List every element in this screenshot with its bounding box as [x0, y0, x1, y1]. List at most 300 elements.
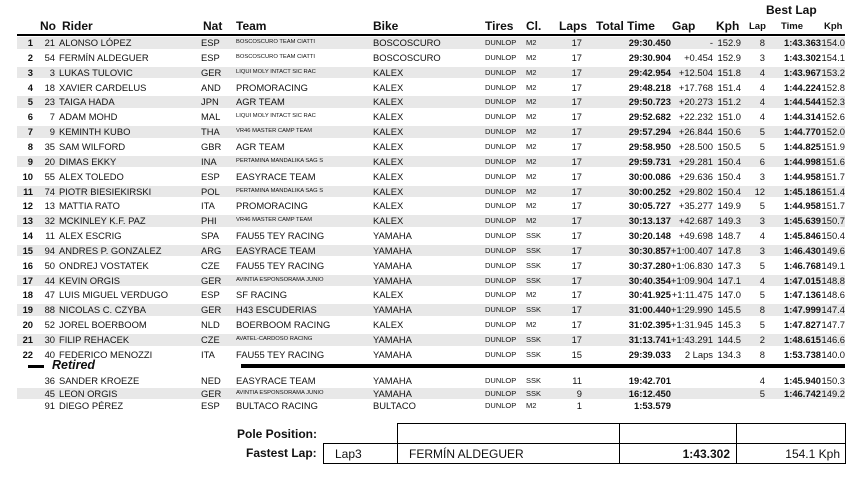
cell-laps: 17	[571, 319, 582, 331]
cell-pos: 1	[27, 37, 33, 48]
cell-cl: SSK	[526, 260, 542, 270]
cell-time: 1:47.827	[783, 319, 821, 331]
cell-rider: FEDERICO MENOZZI	[59, 348, 153, 360]
cell-no: 50	[44, 259, 55, 271]
cell-cl: M2	[526, 141, 537, 151]
cell-time: 1:45.186	[783, 185, 821, 197]
cell-no: 74	[44, 185, 55, 197]
cell-kph: 147.0	[717, 289, 741, 301]
cell-no: 7	[49, 111, 55, 123]
cell-time: 1:43.967	[783, 66, 821, 78]
cell-bike: YAMAHA	[373, 259, 412, 271]
cell-rider: JOREL BOERBOOM	[59, 319, 147, 331]
cell-nat: GER	[201, 274, 222, 286]
cell-kph: 151.8	[717, 66, 741, 78]
cell-gap: +26.844	[678, 126, 713, 138]
cell-total: 29:59.731	[628, 155, 671, 167]
cell-kph: 150.5	[717, 140, 741, 152]
cell-rider: ALONSO LÓPEZ	[59, 37, 132, 48]
cell-time: 1:46.768	[783, 259, 821, 271]
cell-lap: 5	[759, 126, 765, 138]
cell-nat: NED	[201, 375, 221, 386]
cell-lap: 3	[759, 51, 765, 63]
cell-total: 30:13.137	[628, 215, 671, 227]
cell-nat: JPN	[201, 96, 219, 108]
cell-total: 29:39.033	[628, 348, 671, 360]
cell-team: LIQUI MOLY INTACT SIC RAC	[236, 113, 316, 120]
cell-laps: 17	[571, 244, 582, 256]
cell-pos: 19	[22, 304, 33, 316]
fastest-lap-time: 1:43.302	[682, 447, 730, 461]
cell-team: BOSCOSCURO TEAM CIATTI	[236, 53, 316, 60]
cell-bike: YAMAHA	[373, 230, 412, 242]
cell-no: 55	[44, 170, 55, 182]
cell-gap: +35.277	[678, 200, 713, 212]
cell-tires: DUNLOP	[485, 201, 517, 211]
table-row	[17, 215, 845, 227]
cell-bike: BOSCOSCURO	[373, 37, 441, 48]
cell-gap: +29.281	[678, 155, 713, 167]
cell-no: 52	[44, 319, 55, 331]
cell-cl: M2	[526, 112, 537, 122]
cell-no: 36	[44, 375, 55, 386]
cell-kph: 152.9	[717, 51, 741, 63]
cell-pos: 21	[22, 334, 33, 345]
table-row	[17, 126, 845, 138]
cell-tires: DUNLOP	[485, 349, 517, 359]
cell-no: 91	[44, 400, 55, 412]
cell-team: AGR TEAM	[236, 96, 285, 108]
cell-kph: 145.5	[717, 304, 741, 316]
cell-total: 29:58.950	[628, 140, 671, 152]
cell-no: 44	[44, 274, 55, 286]
cell-nat: AND	[201, 81, 221, 93]
table-row	[17, 400, 845, 412]
cell-nat: ESP	[201, 37, 220, 48]
cell-tires: DUNLOP	[485, 275, 517, 285]
cell-cl: M2	[526, 97, 537, 107]
table-row	[17, 171, 845, 183]
cell-bike: KALEX	[373, 170, 404, 182]
cell-lap: 4	[759, 375, 765, 386]
retired-dash	[28, 365, 44, 368]
cell-team: VR46 MASTER CAMP TEAM	[236, 128, 313, 135]
cell-lap: 4	[759, 274, 765, 286]
cell-team: LIQUI MOLY INTACT SIC RAC	[236, 68, 316, 75]
retired-label: Retired	[52, 358, 96, 372]
cell-nat: POL	[201, 185, 220, 197]
cell-rider: KEMINTH KUBO	[59, 126, 131, 138]
cell-no: 32	[44, 215, 55, 227]
cell-kph: 151.2	[717, 96, 741, 108]
table-row	[17, 375, 845, 387]
cell-total: 30:37.280	[628, 259, 671, 271]
cell-laps: 17	[571, 140, 582, 152]
cell-time: 1:46.742	[783, 387, 821, 399]
cell-gap: +1:06.830	[671, 259, 713, 271]
cell-rider: MATTIA RATO	[59, 200, 120, 212]
cell-kph2: 151.6	[821, 155, 845, 167]
cell-lap: 12	[754, 185, 765, 197]
cell-no: 18	[44, 81, 55, 93]
header-team: Team	[236, 19, 267, 33]
cell-kph2: 154.0	[821, 37, 845, 48]
cell-nat: PHI	[201, 215, 217, 227]
cell-kph2: 148.8	[821, 274, 845, 286]
cell-time: 1:44.314	[783, 111, 821, 123]
cell-bike: KALEX	[373, 289, 404, 301]
cell-time: 1:45.940	[783, 375, 821, 386]
best-lap-label: Best Lap	[766, 3, 817, 17]
cell-total: 29:30.450	[628, 37, 671, 48]
cell-time: 1:48.615	[783, 334, 821, 345]
cell-nat: THA	[201, 126, 220, 138]
cell-team: PERTAMINA MANDALIKA SAG S	[236, 157, 324, 164]
cell-nat: ESP	[201, 170, 220, 182]
cell-tires: DUNLOP	[485, 376, 517, 385]
cell-tires: DUNLOP	[485, 216, 517, 226]
table-row	[17, 186, 845, 198]
cell-time: 1:43.302	[783, 51, 821, 63]
cell-tires: DUNLOP	[485, 52, 517, 62]
cell-pos: 10	[22, 170, 33, 182]
cell-bike: KALEX	[373, 319, 404, 331]
cell-pos: 8	[27, 140, 33, 152]
cell-team: PROMORACING	[236, 81, 308, 93]
cell-time: 1:44.998	[783, 155, 821, 167]
cell-kph: 151.0	[717, 111, 741, 123]
cell-no: 54	[44, 51, 55, 63]
cell-total: 30:00.086	[628, 170, 671, 182]
cell-time: 1:43.363	[783, 37, 821, 48]
cell-gap: +1:43.291	[671, 334, 713, 345]
cell-lap: 2	[759, 334, 765, 345]
cell-time: 1:44.825	[783, 140, 821, 152]
cell-laps: 17	[571, 230, 582, 242]
cell-laps: 17	[571, 215, 582, 227]
cell-lap: 3	[759, 170, 765, 182]
cell-cl: M2	[526, 186, 537, 196]
cell-rider: ONDREJ VOSTATEK	[59, 259, 149, 271]
cell-team: AVATEL-CARDOSO RACING	[236, 336, 313, 342]
cell-kph: 148.7	[717, 230, 741, 242]
cell-gap: +12.504	[678, 66, 713, 78]
cell-laps: 17	[571, 170, 582, 182]
cell-lap: 5	[759, 200, 765, 212]
cell-gap: +22.232	[678, 111, 713, 123]
cell-laps: 11	[572, 375, 582, 386]
cell-total: 29:30.904	[628, 51, 671, 63]
header-no: No	[40, 19, 56, 33]
cell-laps: 17	[571, 37, 582, 48]
cell-laps: 17	[571, 274, 582, 286]
table-row	[17, 349, 845, 361]
header-divider	[17, 34, 845, 36]
cell-laps: 17	[571, 304, 582, 316]
cell-team: AVINTIA ESPONSORAMA JUNIO	[236, 389, 324, 396]
cell-rider: XAVIER CARDELUS	[59, 81, 147, 93]
cell-kph: 150.6	[717, 126, 741, 138]
table-row	[17, 52, 845, 64]
cell-total: 29:52.682	[628, 111, 671, 123]
cell-tires: DUNLOP	[485, 171, 517, 181]
cell-laps: 17	[571, 259, 582, 271]
cell-laps: 9	[576, 387, 582, 399]
table-row	[17, 37, 845, 49]
cell-pos: 22	[22, 348, 33, 360]
cell-time: 1:45.846	[783, 230, 821, 242]
cell-kph: 147.1	[717, 274, 741, 286]
cell-team: SF RACING	[236, 289, 288, 301]
table-row	[17, 245, 845, 257]
cell-no: 94	[44, 244, 55, 256]
cell-nat: GER	[201, 304, 222, 316]
cell-lap: 8	[759, 304, 765, 316]
cell-team: AVINTIA ESPONSORAMA JUNIO	[236, 276, 324, 283]
cell-kph: 150.4	[717, 170, 741, 182]
table-row	[17, 304, 845, 316]
header-gap: Gap	[672, 19, 696, 33]
cell-kph: 134.3	[717, 348, 741, 360]
cell-lap: 3	[759, 215, 765, 227]
cell-rider: LUKAS TULOVIC	[59, 66, 133, 78]
cell-gap: +28.500	[678, 140, 713, 152]
cell-total: 30:40.354	[628, 274, 671, 286]
cell-cl: M2	[526, 67, 537, 77]
cell-pos: 20	[22, 319, 33, 331]
cell-bike: YAMAHA	[373, 244, 412, 256]
cell-bike: KALEX	[373, 155, 404, 167]
cell-total: 31:00.440	[628, 304, 671, 316]
cell-bike: YAMAHA	[373, 274, 412, 286]
cell-lap: 4	[759, 66, 765, 78]
cell-rider: SANDER KROEZE	[59, 375, 140, 386]
cell-laps: 1	[576, 400, 582, 412]
cell-total: 30:30.857	[628, 244, 671, 256]
header-total-time: Total Time	[596, 19, 655, 33]
table-row	[17, 67, 845, 79]
header-laps: Laps	[559, 19, 588, 33]
cell-total: 29:57.294	[628, 126, 671, 138]
fastest-lap-rider: FERMÍN ALDEGUER	[409, 447, 524, 461]
cell-rider: TAIGA HADA	[59, 96, 115, 108]
cell-no: 40	[44, 348, 55, 360]
cell-kph2: 152.6	[821, 111, 845, 123]
cell-kph: 147.8	[717, 244, 741, 256]
cell-team: PERTAMINA MANDALIKA SAG S	[236, 187, 324, 194]
cell-total: 29:50.723	[628, 96, 671, 108]
cell-total: 19:42.701	[628, 375, 671, 386]
cell-nat: CZE	[201, 334, 220, 345]
table-row	[17, 82, 845, 94]
cell-tires: DUNLOP	[485, 141, 517, 151]
cell-lap: 4	[759, 81, 765, 93]
table-row	[17, 275, 845, 287]
cell-rider: SAM WILFORD	[59, 140, 126, 152]
header-bike: Bike	[373, 19, 399, 33]
cell-nat: GER	[201, 66, 222, 78]
cell-no: 47	[44, 289, 55, 301]
cell-bike: YAMAHA	[373, 334, 412, 345]
cell-kph2: 154.1	[821, 51, 845, 63]
cell-laps: 15	[571, 348, 582, 360]
cell-total: 29:42.954	[628, 66, 671, 78]
cell-gap: +1:11.475	[671, 289, 713, 301]
cell-cl: SSK	[526, 305, 542, 315]
cell-kph2: 152.8	[821, 81, 845, 93]
cell-kph2: 152.0	[821, 126, 845, 138]
cell-rider: DIMAS EKKY	[59, 155, 117, 167]
cell-nat: ESP	[201, 51, 220, 63]
header-best-time: Time	[781, 21, 804, 32]
cell-team: EASYRACE TEAM	[236, 244, 316, 256]
cell-rider: PIOTR BIESIEKIRSKI	[59, 185, 152, 197]
cell-lap: 8	[759, 348, 765, 360]
cell-team: AGR TEAM	[236, 140, 285, 152]
cell-nat: CZE	[201, 259, 220, 271]
fastest-lap-speed: 154.1 Kph	[785, 447, 840, 461]
cell-cl: SSK	[526, 231, 542, 241]
cell-rider: ALEX TOLEDO	[59, 170, 124, 182]
cell-laps: 17	[571, 289, 582, 301]
cell-cl: M2	[526, 127, 537, 137]
cell-tires: DUNLOP	[485, 38, 517, 47]
cell-tires: DUNLOP	[485, 186, 517, 196]
cell-cl: M2	[526, 38, 537, 47]
cell-time: 1:45.639	[783, 215, 821, 227]
cell-laps: 17	[571, 185, 582, 197]
cell-gap: +0.454	[684, 51, 713, 63]
cell-nat: ESP	[201, 400, 220, 412]
cell-bike: YAMAHA	[373, 375, 412, 386]
cell-tires: DUNLOP	[485, 290, 517, 300]
table-row	[17, 388, 845, 400]
cell-kph: 150.4	[717, 185, 741, 197]
cell-gap: +1:00.407	[671, 244, 713, 256]
cell-kph2: 149.1	[821, 259, 845, 271]
cell-kph2: 150.7	[821, 215, 845, 227]
cell-lap: 5	[759, 319, 765, 331]
cell-bike: KALEX	[373, 111, 404, 123]
cell-pos: 9	[27, 155, 33, 167]
cell-pos: 17	[22, 274, 33, 286]
cell-cl: SSK	[526, 245, 542, 255]
cell-bike: YAMAHA	[373, 304, 412, 316]
cell-total: 16:12.450	[628, 387, 671, 399]
cell-time: 1:53.738	[783, 348, 821, 360]
table-row	[17, 156, 845, 168]
cell-pos: 15	[22, 244, 33, 256]
cell-team: FAU55 TEY RACING	[236, 348, 325, 360]
cell-nat: ESP	[201, 289, 220, 301]
cell-time: 1:44.958	[783, 200, 821, 212]
cell-tires: DUNLOP	[485, 112, 517, 122]
cell-no: 20	[44, 155, 55, 167]
cell-total: 31:13.741	[628, 334, 671, 345]
cell-cl: M2	[526, 216, 537, 226]
cell-nat: INA	[201, 155, 217, 167]
cell-bike: KALEX	[373, 96, 404, 108]
cell-no: 21	[44, 37, 55, 48]
cell-laps: 17	[571, 200, 582, 212]
header-best-lap: Lap	[749, 21, 766, 32]
cell-kph2: 151.9	[821, 140, 845, 152]
cell-pos: 16	[22, 259, 33, 271]
table-row	[17, 141, 845, 153]
cell-tires: DUNLOP	[485, 401, 517, 411]
cell-gap: +1:09.904	[671, 274, 713, 286]
cell-time: 1:44.770	[783, 126, 821, 138]
table-row	[17, 230, 845, 242]
table-row	[17, 334, 845, 346]
cell-pos: 14	[22, 230, 33, 242]
cell-gap: +1:29.990	[671, 304, 713, 316]
cell-lap: 4	[759, 96, 765, 108]
cell-laps: 17	[571, 81, 582, 93]
cell-no: 11	[45, 230, 55, 242]
cell-cl: SSK	[526, 376, 542, 385]
cell-gap: +29.636	[678, 170, 713, 182]
cell-kph: 145.3	[717, 319, 741, 331]
cell-cl: SSK	[526, 335, 542, 344]
cell-cl: SSK	[526, 388, 542, 398]
cell-tires: DUNLOP	[485, 231, 517, 241]
cell-pos: 7	[27, 126, 33, 138]
header-tires: Tires	[485, 19, 514, 33]
cell-nat: SPA	[201, 230, 220, 242]
cell-bike: KALEX	[373, 66, 404, 78]
cell-laps: 17	[571, 66, 582, 78]
cell-kph2: 149.2	[821, 387, 845, 399]
cell-rider: MCKINLEY K.F. PAZ	[59, 215, 146, 227]
cell-team: EASYRACE TEAM	[236, 170, 316, 182]
cell-nat: ITA	[201, 200, 215, 212]
cell-rider: NICOLAS C. CZYBA	[59, 304, 146, 316]
cell-tires: DUNLOP	[485, 305, 517, 315]
cell-gap: +49.698	[678, 230, 713, 242]
cell-bike: BULTACO	[373, 400, 416, 412]
cell-kph: 147.3	[717, 259, 741, 271]
cell-laps: 17	[571, 334, 582, 345]
cell-kph: 149.9	[717, 200, 741, 212]
cell-tires: DUNLOP	[485, 127, 517, 137]
cell-pos: 4	[27, 81, 33, 93]
cell-bike: YAMAHA	[373, 387, 412, 399]
cell-nat: GBR	[201, 140, 222, 152]
cell-kph: 152.9	[717, 37, 741, 48]
cell-kph2: 153.2	[821, 66, 845, 78]
header-class: Cl.	[526, 19, 542, 33]
cell-bike: KALEX	[373, 81, 404, 93]
cell-total: 29:48.218	[628, 81, 671, 93]
cell-team: BOSCOSCURO TEAM CIATTI	[236, 39, 316, 45]
cell-team: BULTACO RACING	[236, 400, 318, 412]
header-nat: Nat	[203, 19, 223, 33]
cell-tires: DUNLOP	[485, 67, 517, 77]
cell-gap: +1:31.945	[671, 319, 713, 331]
cell-rider: DIEGO PÉREZ	[59, 400, 124, 412]
cell-kph2: 152.3	[821, 96, 845, 108]
cell-pos: 12	[22, 200, 33, 212]
cell-kph2: 151.4	[821, 185, 845, 197]
cell-gap: 2 Laps	[684, 348, 713, 360]
cell-no: 9	[49, 126, 55, 138]
cell-kph2: 140.0	[821, 348, 845, 360]
cell-cl: M2	[526, 290, 537, 300]
fastest-lap-label: Fastest Lap:	[246, 446, 317, 460]
cell-time: 1:47.136	[783, 289, 821, 301]
cell-kph2: 151.7	[821, 170, 845, 182]
